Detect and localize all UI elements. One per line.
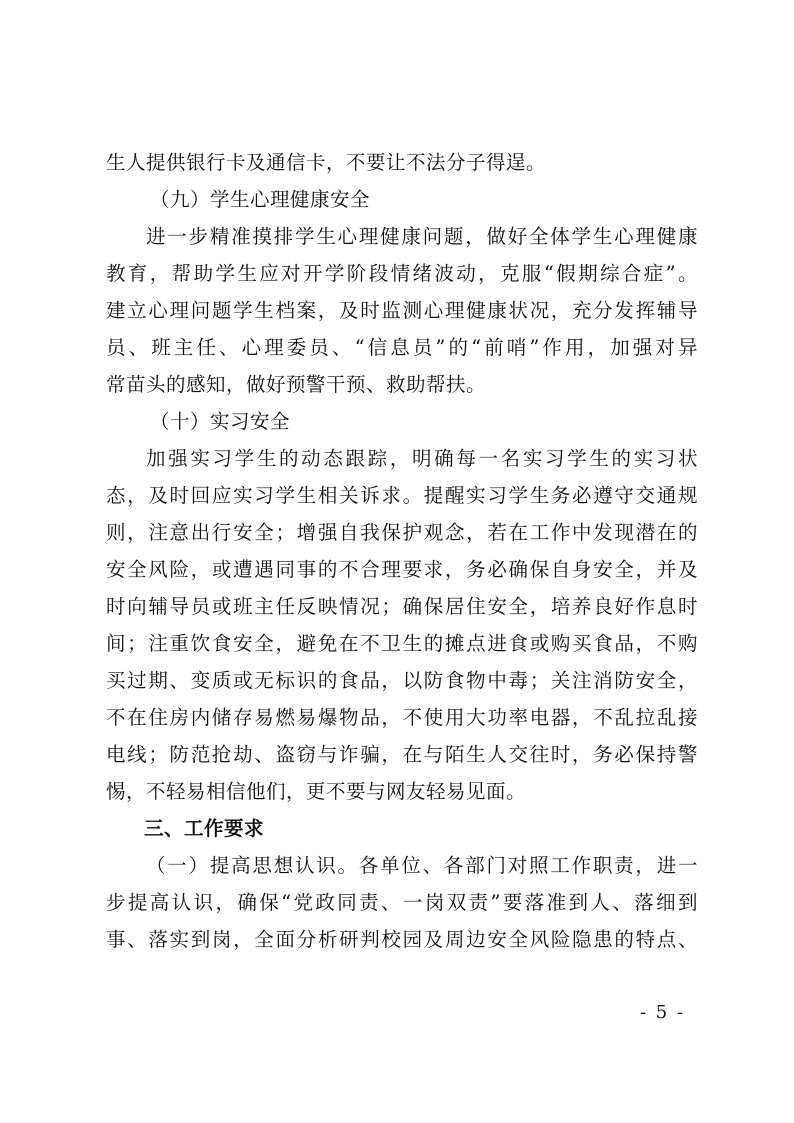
paragraph-line: 常苗头的感知，做好预警干预、救助帮扶。 — [106, 373, 487, 396]
paragraph-line: 教育，帮助学生应对开学阶段情绪波动，克服“假期综合症”。 — [106, 262, 698, 285]
paragraph-line: 时向辅导员或班主任反映情况；确保居住安全，培养良好作息时 — [106, 595, 698, 618]
paragraph-line: 员、班主任、心理委员、“信息员”的“前哨”作用，加强对异 — [106, 336, 698, 359]
section-heading-ten: （十）实习安全 — [150, 410, 291, 433]
paragraph-line: 建立心理问题学生档案，及时监测心理健康状况，充分发挥辅导 — [106, 299, 698, 322]
paragraph-line: 事、落实到岗，全面分析研判校园及周边安全风险隐患的特点、 — [106, 928, 698, 951]
paragraph-line: 不在住房内储存易燃易爆物品，不使用大功率电器，不乱拉乱接 — [106, 706, 698, 729]
paragraph-line: （一）提高思想认识。各单位、各部门对照工作职责，进一 — [146, 854, 698, 877]
paragraph-line: 生人提供银行卡及通信卡，不要让不法分子得逞。 — [106, 151, 547, 174]
paragraph-line: 惕，不轻易相信他们，更不要与网友轻易见面。 — [106, 780, 527, 803]
paragraph-line: 加强实习学生的动态跟踪，明确每一名实习学生的实习状 — [146, 447, 698, 470]
paragraph-line: 态，及时回应实习学生相关诉求。提醒实习学生务必遵守交通规 — [106, 484, 698, 507]
document-body — [106, 144, 698, 958]
paragraph-line: 买过期、变质或无标识的食品，以防食物中毒；关注消防安全， — [106, 669, 698, 692]
paragraph-line: 安全风险，或遭遇同事的不合理要求，务必确保自身安全，并及 — [106, 558, 698, 581]
section-heading-nine: （九）学生心理健康安全 — [150, 188, 371, 211]
paragraph-line: 电线；防范抢劫、盗窃与诈骗，在与陌生人交往时，务必保持警 — [106, 743, 698, 766]
page-number: - 5 - — [640, 1002, 686, 1023]
paragraph-line: 进一步精准摸排学生心理健康问题，做好全体学生心理健康 — [146, 225, 698, 248]
paragraph-line: 则，注意出行安全；增强自我保护观念，若在工作中发现潜在的 — [106, 521, 698, 544]
paragraph-line: 步提高认识，确保“党政同责、一岗双责”要落准到人、落细到 — [106, 891, 698, 914]
section-heading-work-requirements: 三、工作要求 — [144, 817, 265, 840]
paragraph-line: 间；注重饮食安全，避免在不卫生的摊点进食或购买食品，不购 — [106, 632, 698, 655]
